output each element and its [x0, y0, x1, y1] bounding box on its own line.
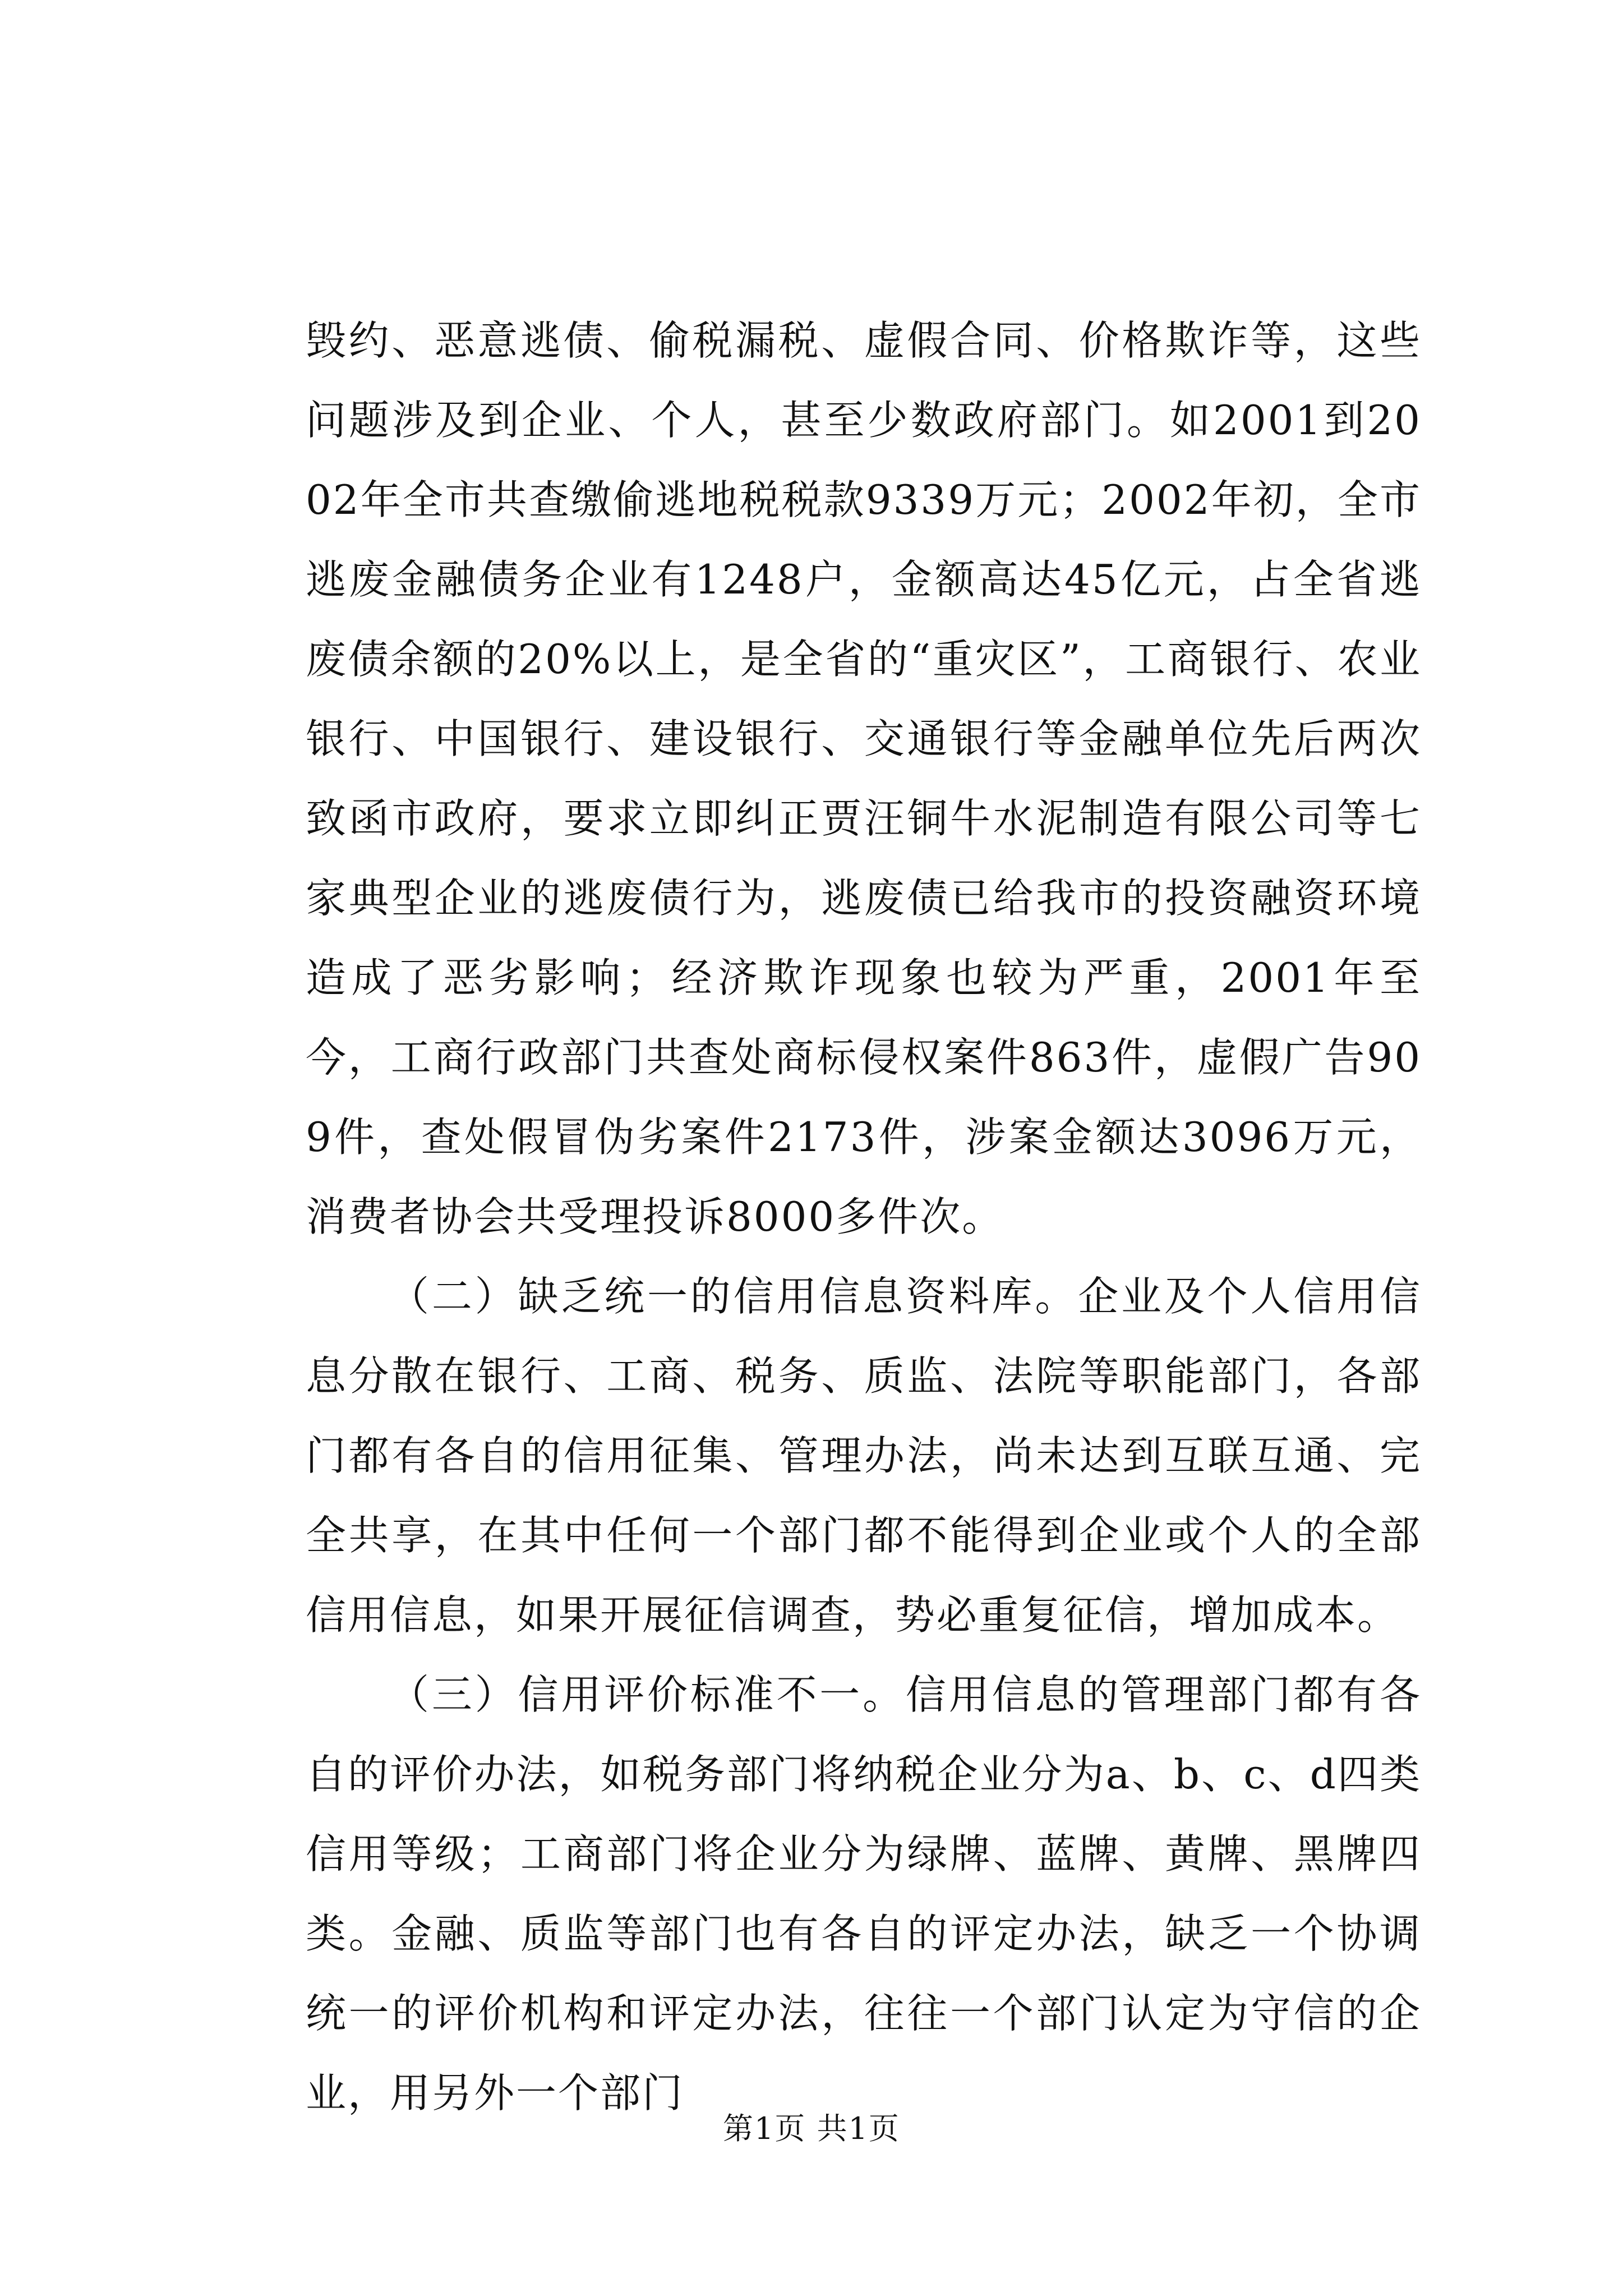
paragraph-continuation: 毁约、恶意逃债、偷税漏税、虚假合同、价格欺诈等，这些问题涉及到企业、个人，甚至少数政府部门。如2001到2002年全市共查缴偷逃地税税款9339万元；2002年初，全市逃废金融债务企业有1248户，金额高达45亿元，占全省逃废债余额的20%以上，是全省的“重灾区”，工商银行、农业银行、中国银行、建设银行、交通银行等金融单位先后两次致函市政府，要求立即纠正贾汪铜牛水泥制造有限公司等七家典型企业的逃废债行为，逃废债已给我市的投资融资环境造成了恶劣影响；经济欺诈现象也较为严重，2001年至今，工商行政部门共查处商标侵权案件863件，虚假广告909件，查处假冒伪劣案件2173件，涉案金额达3096万元，消费者协会共受理投诉8000多件次。 — [306, 317, 1422, 1240]
paragraph-credit-standards: （三）信用评价标准不一。信用信息的管理部门都有各自的评价办法，如税务部门将纳税企业分为a、b、c、d四类信用等级；工商部门将企业分为绿牌、蓝牌、黄牌、黑牌四类。金融、质监等部门也有各自的评定办法，缺乏一个协调统一的评价机构和评定办法，往往一个部门认定为守信的企业，用另外一个部门 — [306, 1671, 1422, 2116]
paragraph-credit-database: （二）缺乏统一的信用信息资料库。企业及个人信用信息分散在银行、工商、税务、质监、法院等职能部门，各部门都有各自的信用征集、管理办法，尚未达到互联互通、完全共享，在其中任何一个部门都不能得到企业或个人的全部信用信息，如果开展征信调查，势必重复征信，增加成本。 — [306, 1273, 1422, 1639]
page-footer: 第1页 共1页 — [723, 2111, 900, 2146]
document-body — [306, 301, 1422, 2133]
